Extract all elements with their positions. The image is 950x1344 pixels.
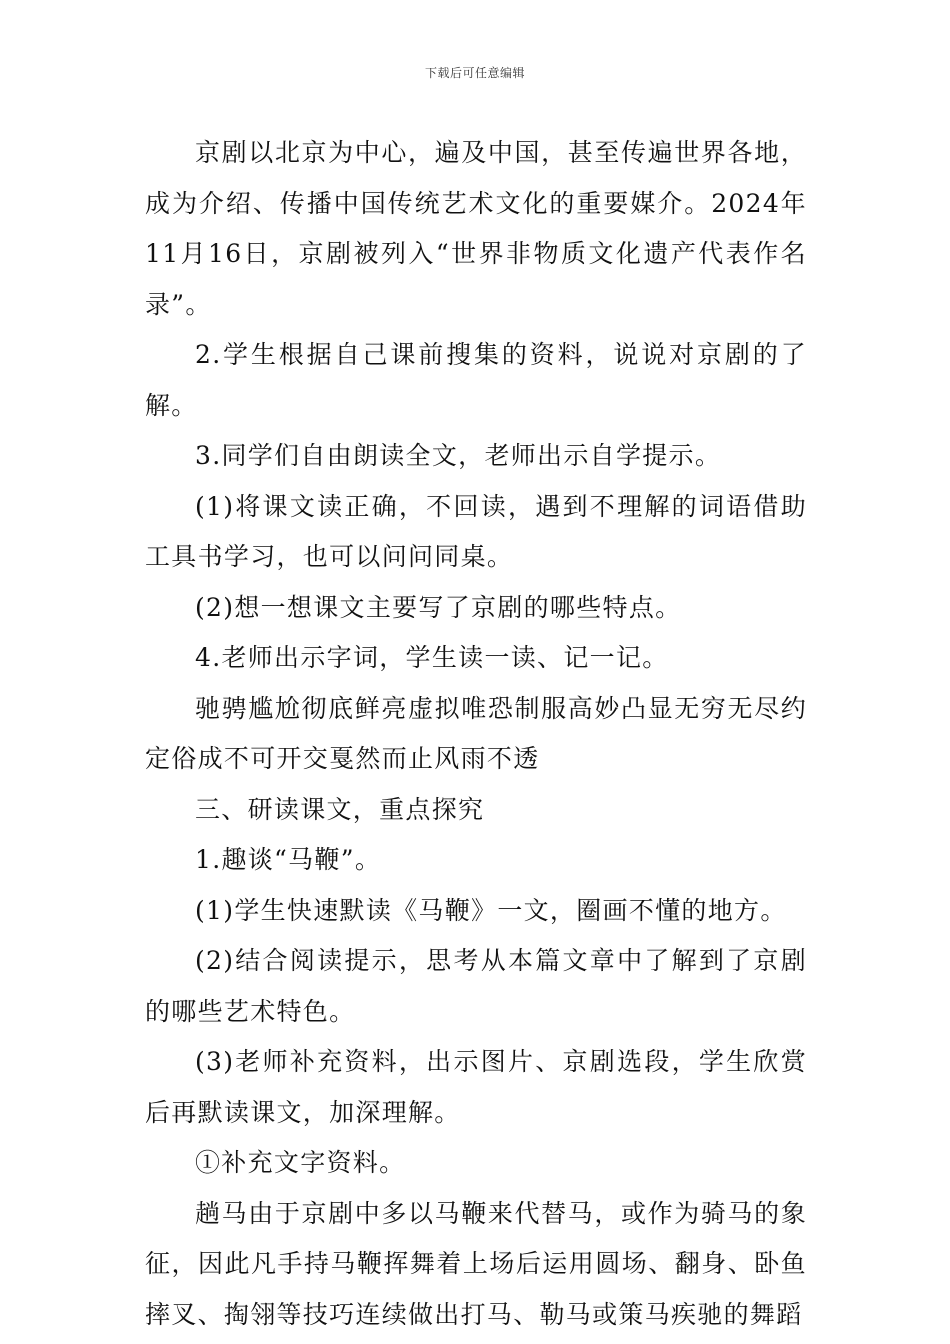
- paragraph-hint-1: (1)将课文读正确，不回读，遇到不理解的词语借助工具书学习，也可以问问同桌。: [145, 491, 807, 571]
- paragraph-topic-1: 1.趣谈“马鞭”。: [195, 845, 382, 874]
- paragraph-topic-1-item-2: (2)结合阅读提示，思考从本篇文章中了解到了京剧的哪些艺术特色。: [145, 946, 807, 1026]
- section-heading-3: 三、研读课文，重点探究: [195, 794, 485, 824]
- paragraph-step-3: 3.同学们自由朗读全文，老师出示自学提示。: [195, 441, 722, 470]
- paragraph-hint-2: (2)想一想课文主要写了京剧的哪些特点。: [195, 592, 682, 622]
- paragraph-supplement-text: 趟马由于京剧中多以马鞭来代替马，或作为骑马的象征，因此凡手持马鞭挥舞着上场后运用圆场、翻身、卧鱼摔叉、掏翎等技巧连续做出打马、勒马或策马疾驰的舞蹈: [145, 1198, 807, 1329]
- paragraph-topic-1-item-1: (1)学生快速默读《马鞭》一文，圈画不懂的地方。: [195, 895, 787, 925]
- paragraph-supplement-heading: ①补充文字资料。: [195, 1148, 406, 1177]
- document-body: [145, 128, 807, 1340]
- paragraph-step-2: 2.学生根据自己课前搜集的资料，说说对京剧的了解。: [145, 340, 807, 420]
- paragraph-vocabulary: 驰骋尴尬彻底鲜亮虚拟唯恐制服高妙凸显无穷无尽约定俗成不可开交戛然而止风雨不透: [145, 693, 807, 773]
- paragraph-topic-1-item-3: (3)老师补充资料，出示图片、京剧选段，学生欣赏后再默读课文，加深理解。: [145, 1047, 807, 1127]
- paragraph-step-4: 4.老师出示字词，学生读一读、记一记。: [195, 643, 669, 672]
- page-header: 下载后可任意编辑: [424, 66, 525, 80]
- paragraph-intro: 京剧以北京为中心，遍及中国，甚至传遍世界各地，成为介绍、传播中国传统艺术文化的重要媒介。2024年11月16日，京剧被列入“世界非物质文化遗产代表作名录”。: [145, 138, 807, 319]
